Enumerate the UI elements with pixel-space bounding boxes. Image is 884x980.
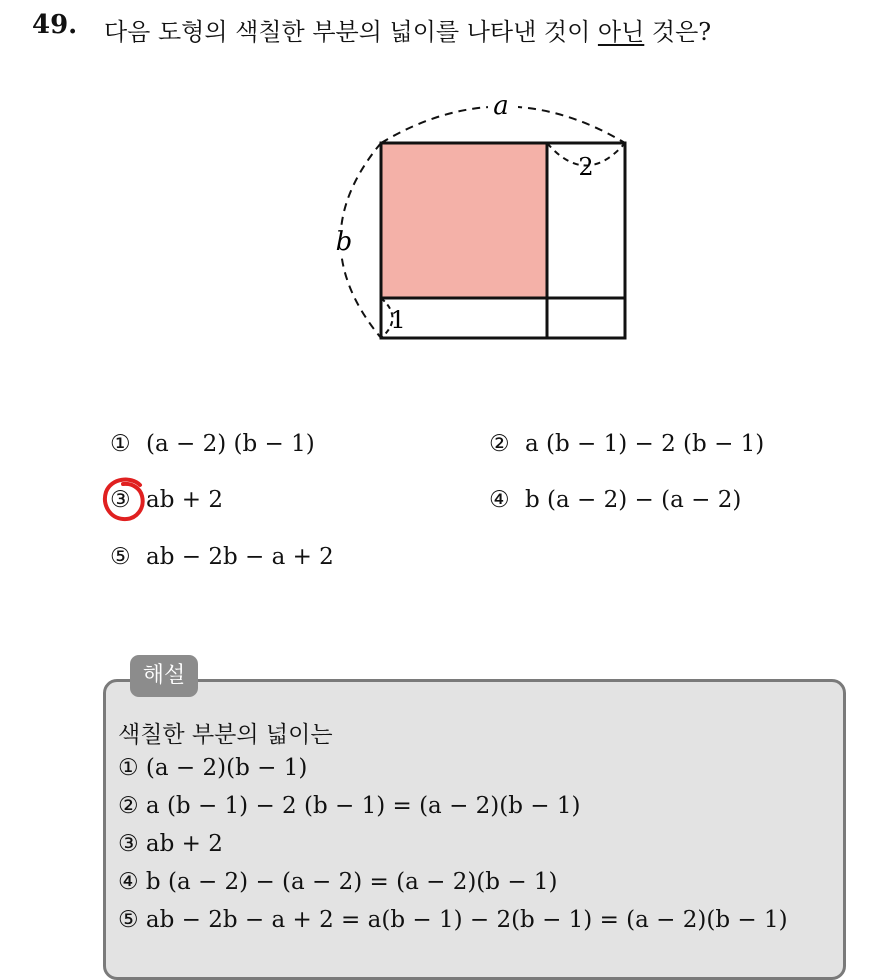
choice-2-expr: a (b − 1) − 2 (b − 1) (525, 431, 765, 457)
solution-line-2: ② a (b − 1) − 2 (b − 1) = (a − 2)(b − 1) (118, 793, 581, 819)
choice-3-number: ③ (110, 487, 131, 513)
solution-line-5: ⑤ ab − 2b − a + 2 = a(b − 1) − 2(b − 1) = (a − 2)(b − 1) (118, 907, 788, 933)
choice-1-expr: (a − 2) (b − 1) (146, 431, 315, 457)
choice-4-number: ④ (489, 487, 510, 513)
question-text-underlined: 아닌 (597, 18, 645, 46)
solution-line-3: ③ ab + 2 (118, 831, 223, 857)
choice-5[interactable] (110, 544, 334, 570)
choice-4[interactable] (489, 487, 741, 513)
answer-circle-mark (101, 475, 149, 523)
choice-1-number: ① (110, 431, 131, 457)
solution-line-4: ④ b (a − 2) − (a − 2) = (a − 2)(b − 1) (118, 869, 558, 895)
label-1: 1 (390, 306, 406, 334)
choice-4-expr: b (a − 2) − (a − 2) (525, 487, 742, 513)
choice-2-number: ② (489, 431, 510, 457)
choice-5-number: ⑤ (110, 544, 131, 570)
solution-line-intro: 색칠한 부분의 넓이는 (118, 722, 333, 748)
label-a: a (493, 91, 509, 121)
solution-tag: 해설 (130, 655, 198, 697)
choice-2[interactable] (489, 431, 764, 457)
question-text-after: 것은? (644, 18, 712, 46)
rectangle-figure (0, 0, 884, 400)
choice-3-expr: ab + 2 (146, 487, 223, 513)
solution-line-1: ① (a − 2)(b − 1) (118, 755, 308, 781)
label-2: 2 (578, 153, 594, 181)
question-text-before: 다음 도형의 색칠한 부분의 넓이를 나타낸 것이 (104, 18, 598, 46)
question-number: 49. (32, 10, 78, 40)
choice-1[interactable] (110, 431, 315, 457)
shaded-region (381, 143, 547, 298)
choice-5-expr: ab − 2b − a + 2 (146, 544, 334, 570)
label-b: b (335, 227, 353, 257)
